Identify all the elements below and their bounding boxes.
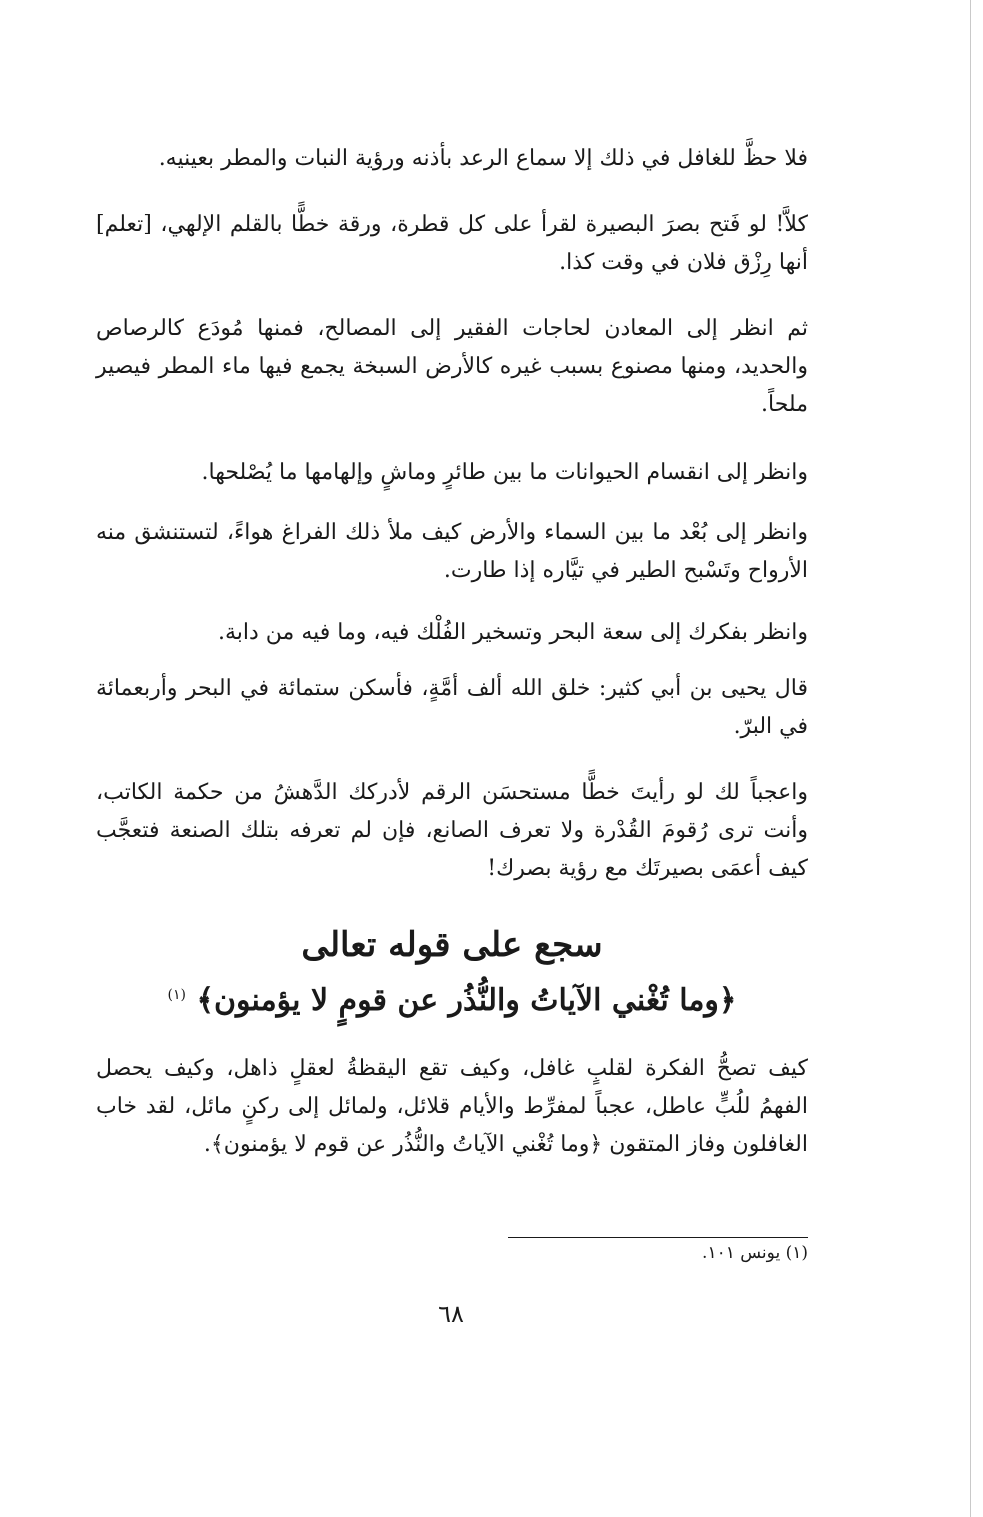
paragraph-5: وانظر إلى بُعْد ما بين السماء والأرض كيف ملأ ذلك الفراغ هواءً، لتستنشق منه الأرواح وتَسْبح الطير في تيَّاره إذا طارت. [96,520,808,583]
footnote: (١) يونس ١٠١. [702,1243,808,1263]
paragraph-8: واعجباً لك لو رأيتَ خطًّا مستحسَن الرقم لأدركك الدَّهشُ من حكمة الكاتب، وأنت ترى رُقومَ القُدْرة ولا تعرف الصانع، فإن لم تعرفه بتلك الصنعة فتعجَّب كيف أعمَى بصيرتَك مع رؤية بصرك! [96,780,808,881]
section-verse [96,972,808,1024]
page-number: ٦٨ [438,1300,464,1328]
page-edge-line [970,0,971,1517]
paragraph-2: كلاَّ! لو فَتح بصرَ البصيرة لقرأ على كل قطرة، ورقة خطًّا بالقلم الإلهي، [تعلم] أنها رِزْق فلان في وقت كذا. [96,212,808,275]
closing-paragraph: كيف تصحُّ الفكرة لقلبٍ غافل، وكيف تقع اليقظةُ لعقلٍ ذاهل، وكيف يحصل الفهمُ للُبٍّ عاطل، عجباً لمفرِّط والأيام قلائل، ولمائل إلى ركنٍ مائل، لقد خاب الغافلون وفاز المتقون ﴿وما تُغْني الآياتُ والنُّذُر عن قوم لا يؤمنون﴾. [96,1056,808,1157]
footnote-marker: (١) [167,987,186,1003]
paragraph-1: فلا حظَّ للغافل في ذلك إلا سماع الرعد بأذنه ورؤية النبات والمطر بعينيه. [158,146,808,171]
footnote-divider [508,1237,808,1238]
section-title: سجع على قوله تعالى [301,925,603,965]
paragraph-4: وانظر إلى انقسام الحيوانات ما بين طائرٍ وماشٍ وإلهامها ما يُصْلحها. [201,460,808,485]
paragraph-3: ثم انظر إلى المعادن لحاجات الفقير إلى المصالح، فمنها مُودَع كالرصاص والحديد، ومنها مصنوع بسبب غيره كالأرض السبخة يجمع فيها ماء المطر فيصير ملحاً. [96,316,808,417]
verse-text: ﴿وما تُغْني الآياتُ والنُّذُر عن قومٍ لا يؤمنون﴾ [196,983,737,1018]
paragraph-7: قال يحيى بن أبي كثير: خلق الله ألف أمَّةٍ، فأسكن ستمائة في البحر وأربعمائة في البرّ. [96,676,808,739]
paragraph-6: وانظر بفكرك إلى سعة البحر وتسخير الفُلْك فيه، وما فيه من دابة. [217,620,808,645]
